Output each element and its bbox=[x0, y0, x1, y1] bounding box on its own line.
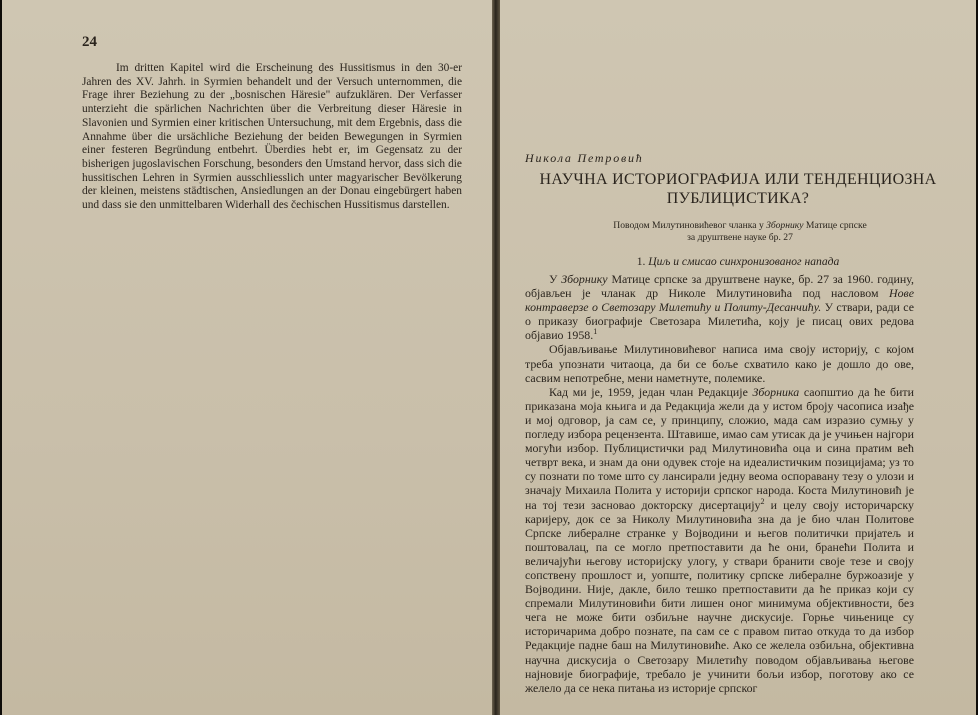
subtitle-pre: Поводом Милутиновићевог чланка у bbox=[613, 220, 764, 231]
title-line-2: ПУБЛИЦИСТИКА? bbox=[666, 190, 810, 207]
p3-text-a: Кад ми је, 1959, један члан Редакције bbox=[549, 384, 748, 399]
german-summary: Im dritten Kapitel wird die Erscheinung des Hussitismus in den 30-er Jahren des XV. Jahrh. in Syrmien behandelt und der Versuch unternommen, die Frage ihrer Beziehung zu der „bosnischen Häresie" aufzuklären. Der Verfasser unterzieht die spärlichen Nachrichten über die Verbreitung dieser Häresie in Slavonien und Syrmien einer kritischen Untersuchung, mit dem Ergebnis, dass die Annahme über die ursächliche Beziehung der beiden Bewegungen in Syrmien einer festeren Begründung entbehrt. Überdies hebt er, im Gegensatz zu der bisherigen jugoslavischen Forschung, besonders den Umstand hervor, dass sich die hussitischen Lehren in Syrmien ausschliesslich unter magyarischer Bevölkerung der kleinen, meistens städtischen, Ansiedlungen an der Donau eingebürgert haben und dass sie den unmittelbaren Widerhall des čechischen Hussitismus darstellen. bbox=[82, 62, 462, 212]
p3-italic-zbornika: Зборника bbox=[752, 384, 800, 399]
p1-text-a: У bbox=[549, 272, 558, 286]
section-title: Циљ и смисао синхронизованог напада bbox=[648, 255, 840, 268]
p3-text-c: саопштио да ће бити приказана моја књига и да Редакција жели да у истом броју часописа изађе и мој одговор, ја сам се, у принципу, сложио, мада сам изразио сумњу у погледу избора рецензента. Штавише, имао сам утисак да је учињен најгори могући избор. Публицистички рад Милутиновића оца и сина пратим већ четврт века, и знам да они одувек стоје на идеалистичким позицијама; уз то су познати по томе што су лансирали једну веома оспоравану тезу о улози и значају Михаила Полита у историји српског народа. Коста Милутиновић је на тој тези засновао докторску дисертацију bbox=[525, 384, 914, 512]
p1-italic-zbornik: Зборнику bbox=[561, 272, 608, 286]
footnote-ref-1: 1 bbox=[593, 327, 598, 337]
paragraph-2: Објављивање Милутиновићевог написа има своју историју, с којом треба упознати читаоца, да би се боље схватило како је дошло до ове, сасвим непотребне, мени наметнуте, полемике. bbox=[525, 342, 914, 385]
subtitle-italic: Зборнику bbox=[766, 220, 804, 231]
section-number: 1. bbox=[636, 255, 646, 268]
title-line-1: НАУЧНА ИСТОРИОГРАФИЈА ИЛИ ТЕНДЕНЦИОЗНА bbox=[539, 171, 937, 188]
p1-text-c: Матице српске за друштвене науке, бр. 27 за 1960. годину, објављен је чланак др Николе Милутиновића под насловом bbox=[525, 272, 914, 301]
paragraph-3 bbox=[525, 385, 914, 695]
author-name: Никола Петровић bbox=[525, 151, 644, 165]
p3-text-d: и целу своју историчарску каријеру, док се за Николу Милутиновића зна да је био члан Политове Српске либералне странке у Војводини и његов политички пријатељ и поштовалац, па се могло претпоставити да ће они, бранећи Полита и величајући његову историјску улогу, у ствари бранити своје тезе и своју сопствену прошлост и, уопште, политику српске либералне буржоазије у Војводини. Није, дакле, било тешко претпоставити да ће приказ који су спремали Милутиновићи бити лишен оног минимума објективности, без чега не може бити озбиљне научне дискусије. Горње чињенице су историчарима добро познате, па сам се с правом питао откуда то да избор Редакције падне баш на Милутиновиће. Ако се желела озбиљна, објективна научна дискусија о Светозару Милетићу поводом објављивања његове најновије биографије, требало је учинити бољи избор, поготову ако се желело да се нека питања из историје српског bbox=[525, 497, 914, 695]
page-number: 24 bbox=[82, 34, 97, 50]
footnote-ref-2: 2 bbox=[760, 496, 765, 506]
section-heading bbox=[505, 255, 971, 268]
subtitle-line-2: за друштвене науке бр. 27 bbox=[687, 232, 793, 243]
p1-text-e: У ствари, ради се о приказу биографије Светозара Милетића, коју је писац ових редова објавио 1958. bbox=[525, 300, 914, 343]
subtitle-post: Матице српске bbox=[805, 220, 867, 231]
book-gutter bbox=[492, 0, 500, 715]
article-subtitle bbox=[540, 220, 940, 244]
article-body bbox=[525, 272, 914, 695]
paragraph-1 bbox=[525, 272, 914, 342]
article-title bbox=[505, 170, 971, 208]
p1-italic-title: Нове контраверзе о Светозару Милетићу и Политу-Десанчићу. bbox=[525, 286, 914, 315]
